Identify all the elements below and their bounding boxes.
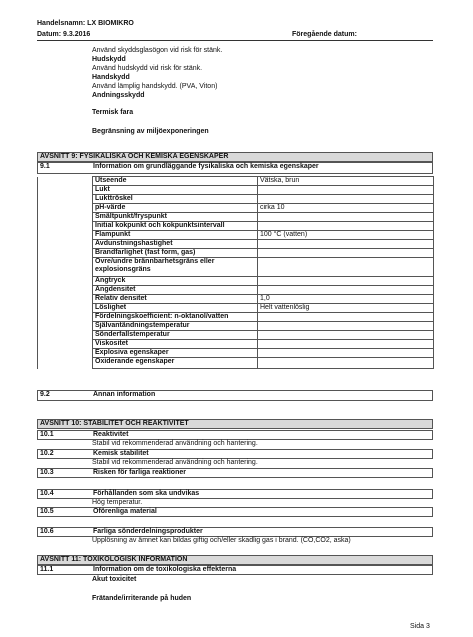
- section-9-1-row: [37, 162, 433, 174]
- property-value: Vätska, brun: [258, 177, 434, 186]
- property-value: [258, 249, 434, 258]
- property-label: Explosiva egenskaper: [93, 349, 258, 358]
- property-row: [38, 304, 434, 313]
- previous-date: Föregående datum:: [292, 31, 357, 38]
- property-value: [258, 213, 434, 222]
- section-10-item-title: Oförenliga material: [93, 508, 157, 515]
- property-label: Oxiderande egenskaper: [93, 358, 258, 369]
- section-11-1-row: [37, 565, 433, 575]
- property-row: [38, 322, 434, 331]
- property-indent: [38, 349, 93, 358]
- property-value: [258, 322, 434, 331]
- section-10-heading: AVSNITT 10: STABILITET OCH REAKTIVITET: [37, 419, 433, 429]
- property-label: Löslighet: [93, 304, 258, 313]
- section-9-heading: AVSNITT 9: FYSIKALISKA OCH KEMISKA EGENSKAPER: [37, 152, 433, 162]
- property-label: pH-värde: [93, 204, 258, 213]
- property-value: [258, 277, 434, 286]
- property-indent: [38, 258, 93, 277]
- section-10-item-row: [37, 468, 433, 478]
- property-indent: [38, 286, 93, 295]
- property-value: cirka 10: [258, 204, 434, 213]
- property-row: [38, 177, 434, 186]
- skin-protection-text: Använd hudskydd vid risk för stänk.: [92, 65, 203, 72]
- section-10-item-title: Förhållanden som ska undvikas: [93, 490, 200, 497]
- skin-corrosion-title: Frätande/irriterande på huden: [92, 595, 192, 602]
- property-value: [258, 349, 434, 358]
- property-label: Fördelningskoefficient: n-oktanol/vatten: [93, 313, 258, 322]
- property-value: [258, 258, 434, 277]
- property-row: [38, 204, 434, 213]
- property-value: [258, 340, 434, 349]
- section-9-2-number: 9.2: [40, 391, 50, 398]
- section-11-1-title: Information om de toxikologiska effekterna: [93, 566, 237, 573]
- property-row: [38, 277, 434, 286]
- property-row: [38, 249, 434, 258]
- property-indent: [38, 249, 93, 258]
- property-label: Smältpunkt/fryspunkt: [93, 213, 258, 222]
- property-indent: [38, 331, 93, 340]
- property-row: [38, 295, 434, 304]
- property-label: Brandfarlighet (fast form, gas): [93, 249, 258, 258]
- hand-protection-text: Använd lämplig handskydd. (PVA, Viton): [92, 83, 218, 90]
- property-row: [38, 213, 434, 222]
- property-row: [38, 313, 434, 322]
- property-row: [38, 231, 434, 240]
- property-row: [38, 286, 434, 295]
- hand-protection-title: Handskydd: [92, 74, 130, 81]
- property-indent: [38, 231, 93, 240]
- property-indent: [38, 177, 93, 186]
- eye-protection-text: Använd skyddsglasögon vid risk för stänk.: [92, 47, 223, 54]
- property-label: Flampunkt: [93, 231, 258, 240]
- trade-name: Handelsnamn: LX BIOMIKRO: [37, 20, 134, 27]
- property-value: [258, 313, 434, 322]
- section-10-item-text: Hög temperatur.: [92, 499, 143, 506]
- section-10-item-title: Risken för farliga reaktioner: [93, 469, 186, 476]
- property-indent: [38, 322, 93, 331]
- property-value: [258, 331, 434, 340]
- property-row: [38, 186, 434, 195]
- section-10-item-number: 10.4: [40, 490, 54, 497]
- respiratory-protection-title: Andningsskydd: [92, 92, 145, 99]
- properties-table: [37, 176, 434, 369]
- property-label: Viskositet: [93, 340, 258, 349]
- property-row: [38, 222, 434, 231]
- property-row: [38, 331, 434, 340]
- property-row: [38, 340, 434, 349]
- property-label: Övre/undre brännbarhetsgräns eller explosionsgräns: [93, 258, 258, 277]
- property-label: Självantändningstemperatur: [93, 322, 258, 331]
- section-10-item-number: 10.6: [40, 528, 54, 535]
- section-9-2-row: [37, 390, 433, 401]
- section-10-item-number: 10.1: [40, 431, 54, 438]
- property-indent: [38, 295, 93, 304]
- property-label: Ångtryck: [93, 277, 258, 286]
- section-11-1-number: 11.1: [40, 566, 54, 573]
- section-10-item-title: Reaktivitet: [93, 431, 129, 438]
- property-row: [38, 258, 434, 277]
- property-row: [38, 195, 434, 204]
- property-indent: [38, 222, 93, 231]
- property-value: 1,0: [258, 295, 434, 304]
- property-value: [258, 240, 434, 249]
- property-value: [258, 222, 434, 231]
- property-label: Ångdensitet: [93, 286, 258, 295]
- property-value: [258, 195, 434, 204]
- page-number: Sida 3: [410, 623, 430, 630]
- property-indent: [38, 204, 93, 213]
- section-10-item-text: Stabil vid rekommenderad användning och hantering.: [92, 440, 258, 447]
- section-9-1-title: Information om grundläggande fysikaliska och kemiska egenskaper: [93, 163, 319, 170]
- property-indent: [38, 195, 93, 204]
- acute-toxicity-title: Akut toxicitet: [92, 576, 137, 583]
- property-label: Lukt: [93, 186, 258, 195]
- property-indent: [38, 313, 93, 322]
- property-indent: [38, 340, 93, 349]
- skin-protection-title: Hudskydd: [92, 56, 126, 63]
- thermal-hazard-title: Termisk fara: [92, 109, 134, 116]
- property-indent: [38, 240, 93, 249]
- property-row: [38, 240, 434, 249]
- property-label: Lukttröskel: [93, 195, 258, 204]
- environmental-exposure-title: Begränsning av miljöexponeringen: [92, 128, 209, 135]
- section-10-item-row: [37, 507, 433, 517]
- property-indent: [38, 277, 93, 286]
- property-label: Utseende: [93, 177, 258, 186]
- property-value: [258, 186, 434, 195]
- section-11-heading: AVSNITT 11: TOXIKOLOGISK INFORMATION: [37, 555, 433, 565]
- property-indent: [38, 186, 93, 195]
- section-10-item-text: Stabil vid rekommenderad användning och hantering.: [92, 459, 258, 466]
- property-row: [38, 358, 434, 369]
- property-value: 100 °C (vatten): [258, 231, 434, 240]
- section-10-item-text: Upplösning av ämnet kan bildas giftig och/eller skadlig gas i brand. (CO,CO2, aska): [92, 537, 351, 544]
- property-indent: [38, 213, 93, 222]
- property-label: Avdunstningshastighet: [93, 240, 258, 249]
- header-divider: [37, 40, 433, 41]
- property-value: [258, 358, 434, 369]
- section-10-item-number: 10.3: [40, 469, 54, 476]
- property-label: Initial kokpunkt och kokpunktsintervall: [93, 222, 258, 231]
- property-label: Sönderfallstemperatur: [93, 331, 258, 340]
- section-10-item-title: Farliga sönderdelningsprodukter: [93, 528, 203, 535]
- property-indent: [38, 358, 93, 369]
- section-10-item-number: 10.5: [40, 508, 54, 515]
- section-10-item-title: Kemisk stabilitet: [93, 450, 149, 457]
- property-value: Helt vattenlöslig: [258, 304, 434, 313]
- section-9-2-title: Annan information: [93, 391, 156, 398]
- property-row: [38, 349, 434, 358]
- section-9-1-number: 9.1: [40, 163, 50, 170]
- property-indent: [38, 304, 93, 313]
- document-date: Datum: 9.3.2016: [37, 31, 91, 38]
- property-value: [258, 286, 434, 295]
- property-label: Relativ densitet: [93, 295, 258, 304]
- section-10-item-number: 10.2: [40, 450, 54, 457]
